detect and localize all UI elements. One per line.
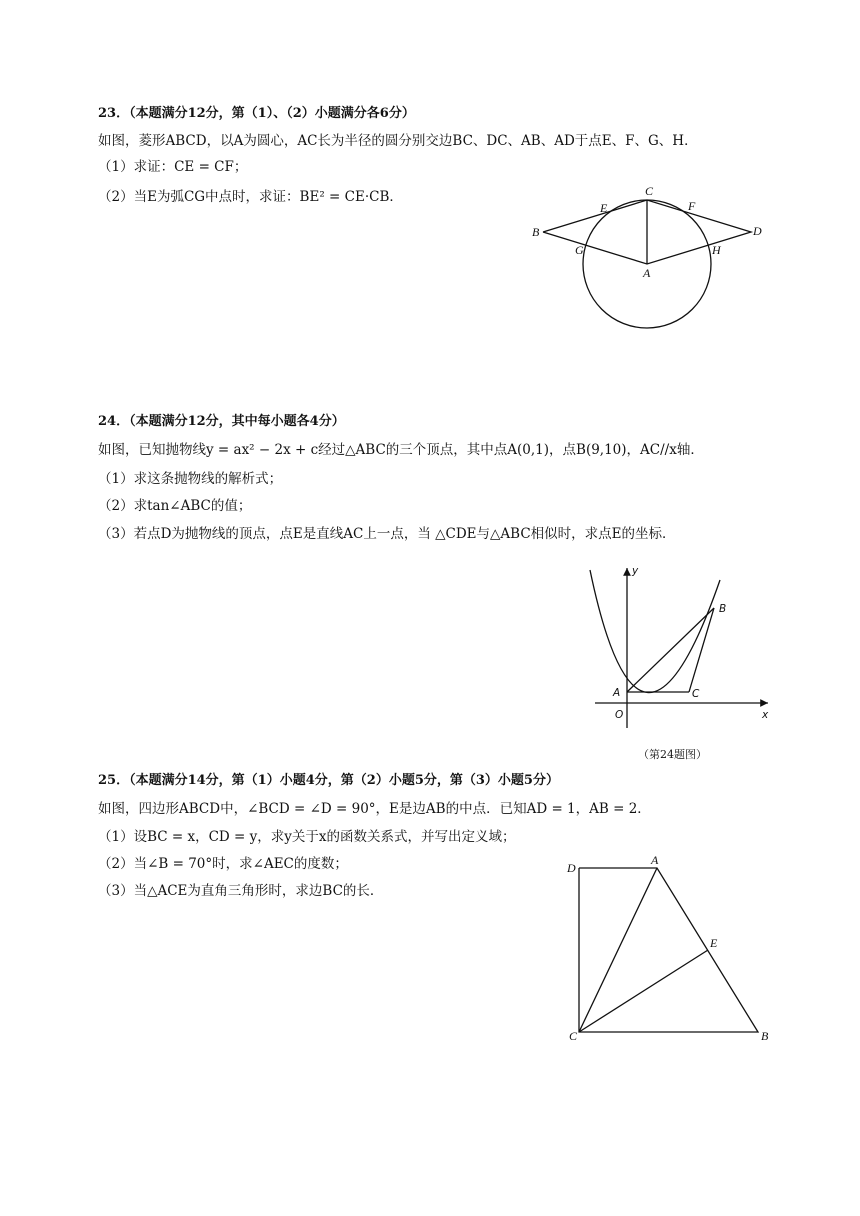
q25-label-e: E	[710, 936, 718, 950]
q24-label-o: O	[615, 709, 624, 721]
q23-part1: （1）求证：CE = CF；	[98, 159, 248, 175]
q25-part1: （1）设BC = x，CD = y，求y关于x的函数关系式，并写出定义域；	[98, 829, 516, 845]
q24-stem: 如图，已知抛物线y = ax² − 2x + c经过△ABC的三个顶点，其中点A(0,1)，点B(9,10)，AC//x轴．	[98, 442, 704, 458]
q24-parabola	[590, 570, 720, 693]
q24-part1: （1）求这条抛物线的解析式；	[98, 471, 283, 487]
q24-label-b: B	[719, 603, 727, 615]
q25-quadrilateral	[579, 868, 758, 1032]
q24-label-x: x	[762, 709, 769, 721]
q25-part2: （2）当∠B = 70°时，求∠AEC的度数；	[98, 856, 348, 872]
q25-header: 25．（本题满分14分，第（1）小题4分，第（2）小题5分，第（3）小题5分）	[98, 773, 559, 788]
q23-label-g: G	[575, 243, 584, 257]
q25-label-c: C	[569, 1029, 578, 1043]
q24-part2: （2）求tan∠ABC的值；	[98, 498, 252, 514]
q25-figure	[560, 850, 780, 1050]
q23-label-h: H	[712, 243, 721, 257]
q23-label-f: F	[688, 199, 696, 213]
q24-figure	[580, 560, 780, 730]
q24-label-a: A	[613, 687, 621, 699]
q23-stem: 如图，菱形ABCD，以A为圆心，AC长为半径的圆分别交边BC、DC、AB、AD于点E、F、G、H．	[98, 133, 698, 149]
q23-label-d: D	[753, 224, 762, 238]
q25-label-d: D	[567, 861, 576, 875]
q24-label-y: y	[632, 565, 639, 577]
q24-figure-caption: （第24题图）	[638, 748, 707, 761]
q25-part3: （3）当△ACE为直角三角形时，求边BC的长．	[98, 883, 384, 899]
q25-stem: 如图，四边形ABCD中，∠BCD = ∠D = 90°，E是边AB的中点．已知AD = 1，AB = 2．	[98, 801, 651, 817]
q25-label-a: A	[651, 853, 659, 867]
q23-label-a: A	[643, 266, 651, 280]
q23-figure	[525, 180, 775, 340]
q23-header: 23．（本题满分12分，第（1）、（2）小题满分各6分）	[98, 106, 415, 121]
q23-label-b: B	[532, 225, 540, 239]
q23-label-e: E	[600, 201, 608, 215]
q23-label-c: C	[645, 184, 654, 198]
q24-part3: （3）若点D为抛物线的顶点，点E是直线AC上一点，当 △CDE与△ABC相似时，求点E的坐标．	[98, 526, 676, 542]
q24-label-c: C	[692, 688, 700, 700]
q23-part2: （2）当E为弧CG中点时，求证：BE² = CE·CB．	[98, 189, 403, 205]
q24-header: 24．（本题满分12分，其中每小题各4分）	[98, 414, 345, 429]
q25-label-b: B	[761, 1029, 769, 1043]
